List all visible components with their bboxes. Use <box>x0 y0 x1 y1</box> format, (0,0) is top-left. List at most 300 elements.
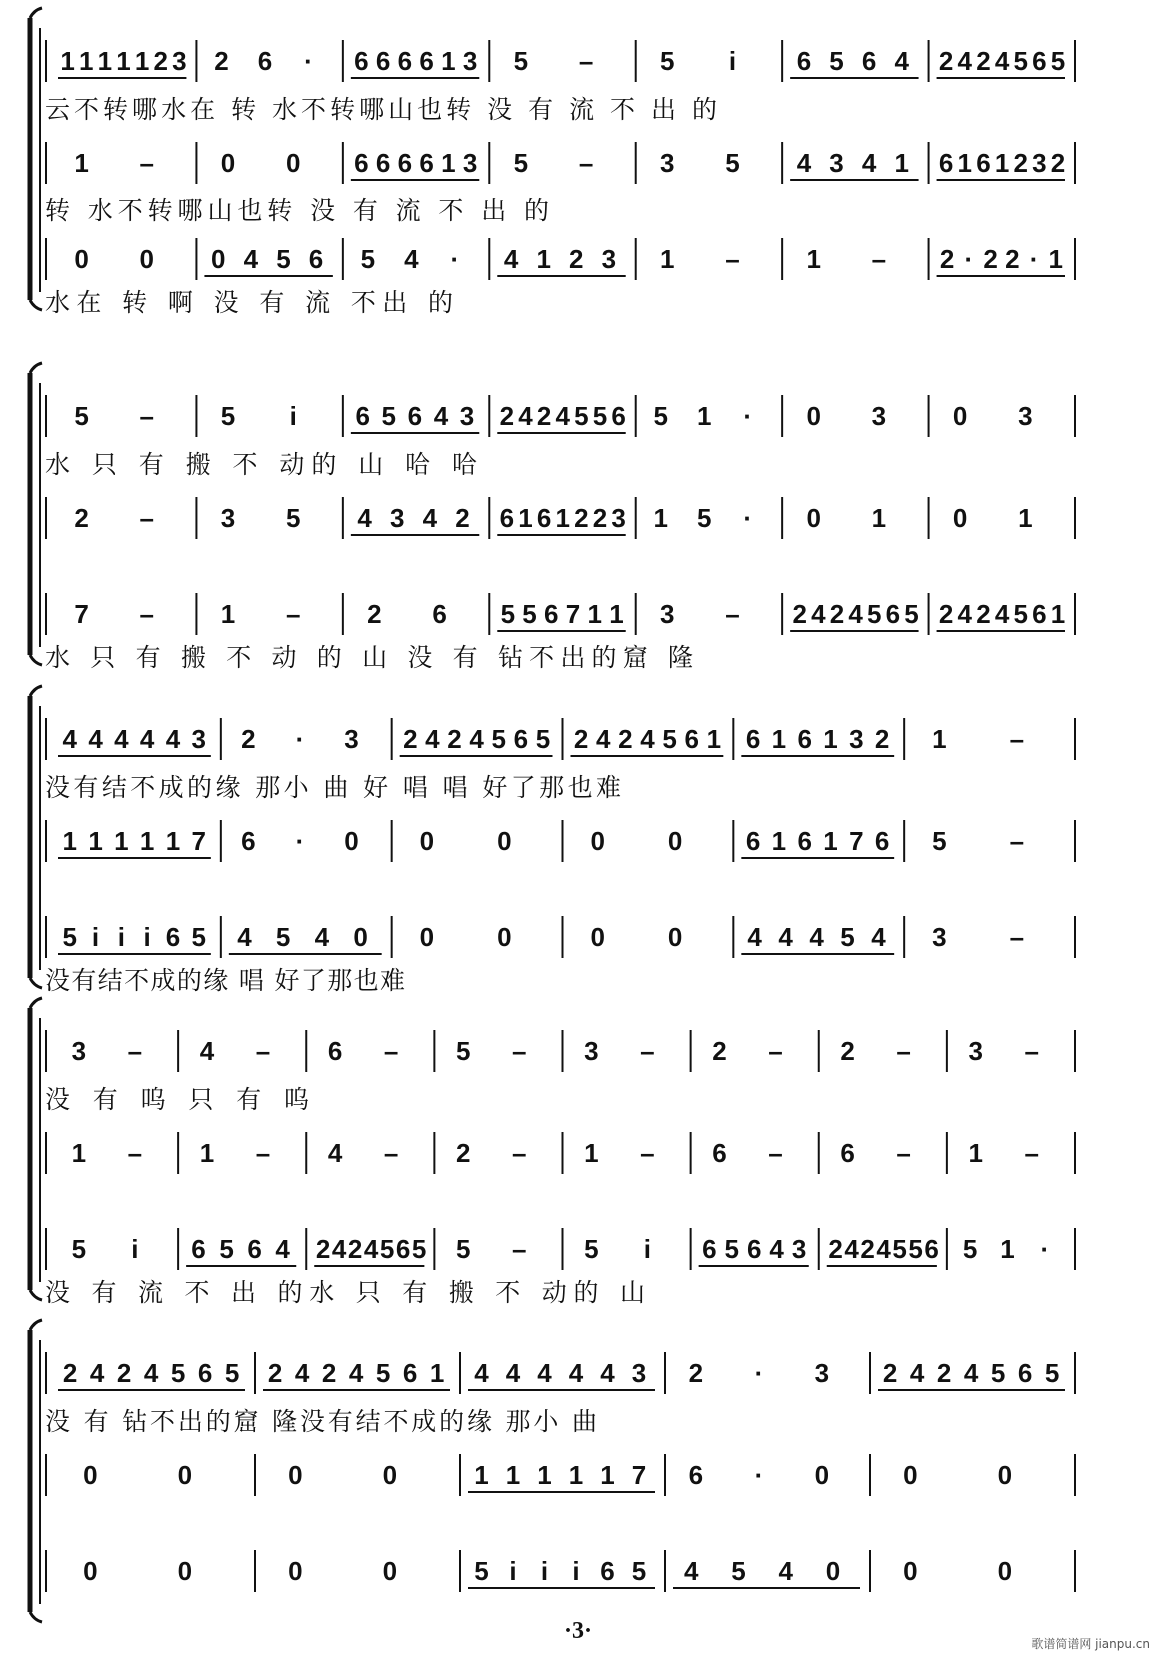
note: – <box>383 1138 399 1168</box>
note: 4 <box>237 922 252 952</box>
note: 4 <box>422 503 438 533</box>
note: 1 <box>871 503 887 533</box>
note: 0 <box>903 1556 918 1586</box>
note: 6 <box>745 826 761 856</box>
note: 3 <box>829 148 844 178</box>
page-number: ·3· <box>563 1618 593 1644</box>
note: 5 <box>731 1556 746 1586</box>
note: 6 <box>861 46 877 76</box>
note: 0 <box>806 401 821 431</box>
note: 5 <box>908 1234 923 1264</box>
note: 1 <box>584 1138 599 1168</box>
note: – <box>768 1036 783 1066</box>
note: 1 <box>1048 244 1064 274</box>
note: 1 <box>609 599 624 629</box>
note: 3 <box>814 1358 830 1388</box>
note: 4 <box>994 46 1010 76</box>
note: 2 <box>1013 148 1028 178</box>
note: 2 <box>153 46 168 76</box>
lyric-line: 没有结不成的缘 唱 好了那也难 <box>45 966 405 995</box>
note: 5 <box>990 1358 1006 1388</box>
note: 0 <box>382 1460 398 1490</box>
note: – <box>127 1138 143 1168</box>
note: 2 <box>860 1234 875 1264</box>
note: 6 <box>688 1460 704 1490</box>
note: 2 <box>976 599 991 629</box>
note: 1 <box>587 599 602 629</box>
note: 2 <box>938 46 954 76</box>
note: 5 <box>276 244 291 274</box>
note: – <box>1024 1036 1039 1066</box>
note: – <box>255 1036 271 1066</box>
note: 1 <box>1018 503 1033 533</box>
note: 4 <box>199 1036 215 1066</box>
note: 0 <box>177 1556 193 1586</box>
note: 5 <box>962 1234 978 1264</box>
note: – <box>578 46 594 76</box>
note: 1 <box>568 1460 584 1490</box>
note: 4 <box>243 244 259 274</box>
note: 4 <box>909 1358 925 1388</box>
note: 1 <box>474 1460 489 1490</box>
note: 0 <box>139 244 155 274</box>
note: 3 <box>172 46 187 76</box>
note: · <box>743 401 753 431</box>
note: 7 <box>565 599 581 629</box>
note: 0 <box>952 503 968 533</box>
note: · <box>964 244 974 274</box>
note: 4 <box>811 599 826 629</box>
note: 0 <box>590 826 605 856</box>
note: 4 <box>555 401 571 431</box>
note: 4 <box>518 401 533 431</box>
note: 5 <box>829 46 844 76</box>
note: 2 <box>403 724 418 754</box>
note: – <box>139 599 155 629</box>
score-system <box>30 998 1075 1307</box>
score-system <box>30 1320 1075 1622</box>
note: 1 <box>968 1138 983 1168</box>
note: – <box>285 599 301 629</box>
note: 0 <box>590 922 605 952</box>
note: 5 <box>1013 599 1028 629</box>
note: 6 <box>395 1234 411 1264</box>
note: – <box>139 401 155 431</box>
note: 0 <box>997 1556 1013 1586</box>
note: 3 <box>71 1036 87 1066</box>
note: 5 <box>219 1234 234 1264</box>
note: 2 <box>447 724 462 754</box>
note: 1 <box>706 724 722 754</box>
note: i <box>117 922 125 952</box>
note: 3 <box>459 401 475 431</box>
note: 3 <box>601 244 617 274</box>
note: – <box>139 503 155 533</box>
note: 1 <box>199 1138 215 1168</box>
note: 1 <box>220 599 236 629</box>
note: 1 <box>771 724 787 754</box>
note: – <box>578 148 594 178</box>
note: – <box>1024 1138 1039 1168</box>
note: 2 <box>62 1358 78 1388</box>
note: 1 <box>696 401 712 431</box>
note: 2 <box>882 1358 898 1388</box>
note: 1 <box>116 46 131 76</box>
note: 2 <box>792 599 807 629</box>
score-system <box>30 363 1075 672</box>
note: 5 <box>74 401 89 431</box>
note: – <box>640 1138 655 1168</box>
note: 4 <box>568 1358 584 1388</box>
note: 6 <box>1017 1358 1033 1388</box>
note: 2 <box>938 599 954 629</box>
note: 5 <box>932 826 947 856</box>
note: 1 <box>932 724 947 754</box>
note: 6 <box>247 1234 262 1264</box>
note: 4 <box>747 922 762 952</box>
note: 2 <box>976 46 991 76</box>
note: 6 <box>600 1556 615 1586</box>
note: 6 <box>746 1234 762 1264</box>
note: 1 <box>441 148 456 178</box>
note: 5 <box>522 599 537 629</box>
note: 2 <box>315 1234 331 1264</box>
note: 2 <box>214 46 229 76</box>
note: 5 <box>285 503 301 533</box>
note: 3 <box>631 1358 647 1388</box>
note: 5 <box>724 1234 740 1264</box>
note: 3 <box>390 503 405 533</box>
lyric-line: 没有结不成的缘 那小 曲 好 唱 唱 好了那也难 <box>45 773 621 802</box>
note: 5 <box>375 1358 391 1388</box>
note: 2 <box>455 1138 471 1168</box>
note: 4 <box>957 599 973 629</box>
note: 5 <box>1044 1358 1060 1388</box>
lyric-line: 云不转哪水在 转 水不转哪山也转 没 有 流 不 出 的 <box>45 95 717 124</box>
note: 4 <box>894 46 909 76</box>
note: 3 <box>584 1036 599 1066</box>
note: 6 <box>419 46 434 76</box>
note: 0 <box>419 922 435 952</box>
note: 0 <box>997 1460 1013 1490</box>
note: 7 <box>849 826 864 856</box>
note: 0 <box>220 148 236 178</box>
note: 0 <box>285 148 301 178</box>
note: – <box>640 1036 655 1066</box>
note: 4 <box>683 1556 699 1586</box>
note: 5 <box>840 922 855 952</box>
note: 4 <box>327 1138 343 1168</box>
note: · <box>450 244 460 274</box>
note: 4 <box>357 503 372 533</box>
note: 6 <box>191 1234 206 1264</box>
note: 1 <box>134 46 150 76</box>
note: 6 <box>924 1234 939 1264</box>
note: 3 <box>1032 148 1047 178</box>
note: 5 <box>592 401 608 431</box>
note: 6 <box>354 148 369 178</box>
note: 3 <box>611 503 626 533</box>
note: – <box>768 1138 783 1168</box>
note: 1 <box>97 46 113 76</box>
note: 4 <box>796 148 812 178</box>
note: 0 <box>419 826 435 856</box>
note: 0 <box>497 826 512 856</box>
note: 5 <box>725 148 740 178</box>
note: 1 <box>78 46 94 76</box>
note: 6 <box>684 724 699 754</box>
note: 5 <box>867 599 882 629</box>
note: – <box>1009 826 1025 856</box>
note: 4 <box>474 1358 489 1388</box>
note: 5 <box>574 401 589 431</box>
note: 0 <box>210 244 226 274</box>
note: 4 <box>596 724 611 754</box>
note: 0 <box>83 1556 98 1586</box>
note: 4 <box>88 724 103 754</box>
note: 0 <box>74 244 89 274</box>
note: – <box>1009 724 1025 754</box>
note: 1 <box>806 244 821 274</box>
note: 5 <box>170 1358 186 1388</box>
note: 2 <box>829 599 845 629</box>
note: 1 <box>139 826 155 856</box>
note: 6 <box>327 1036 343 1066</box>
note: 4 <box>503 244 519 274</box>
note: 2 <box>116 1358 132 1388</box>
note: 1 <box>894 148 909 178</box>
note: 1 <box>165 826 181 856</box>
note: – <box>871 244 887 274</box>
note: 6 <box>544 599 559 629</box>
note: 6 <box>1032 599 1047 629</box>
note: 1 <box>74 148 89 178</box>
note: · <box>1040 1234 1050 1264</box>
note: – <box>127 1036 143 1066</box>
note: 1 <box>71 1138 87 1168</box>
note: 6 <box>165 922 181 952</box>
note: 5 <box>535 724 551 754</box>
note: – <box>139 148 155 178</box>
note: 4 <box>640 724 655 754</box>
note: – <box>725 599 740 629</box>
note: 5 <box>411 1234 427 1264</box>
note: i <box>572 1556 580 1586</box>
note: 1 <box>505 1460 521 1490</box>
note: 3 <box>791 1234 807 1264</box>
note: 1 <box>88 826 103 856</box>
note: 4 <box>139 724 155 754</box>
note: 6 <box>611 401 626 431</box>
note: 5 <box>360 244 376 274</box>
note: 4 <box>331 1234 347 1264</box>
note: 2 <box>1005 244 1020 274</box>
note: 2 <box>241 724 256 754</box>
note: 2 <box>828 1234 843 1264</box>
note: 5 <box>379 1234 395 1264</box>
note: 5 <box>653 401 668 431</box>
note: 6 <box>432 599 447 629</box>
note: 1 <box>429 1358 445 1388</box>
note: 0 <box>806 503 821 533</box>
note: 4 <box>957 46 973 76</box>
note: 1 <box>518 503 533 533</box>
note: 6 <box>1032 46 1047 76</box>
note: 2 <box>499 401 515 431</box>
note: 5 <box>662 724 677 754</box>
note: 6 <box>874 826 890 856</box>
note: 7 <box>191 826 207 856</box>
note: 5 <box>513 46 529 76</box>
note: – <box>725 244 740 274</box>
note: 1 <box>1000 1234 1015 1264</box>
note: 4 <box>778 1556 793 1586</box>
note: 6 <box>375 148 391 178</box>
note: 3 <box>932 922 947 952</box>
note: 4 <box>363 1234 379 1264</box>
note: 4 <box>425 724 440 754</box>
note: 6 <box>308 244 324 274</box>
note: – <box>255 1138 271 1168</box>
note: 2 <box>1050 148 1066 178</box>
note: i <box>143 922 151 952</box>
lyric-line: 没 有 钻不出的窟 隆没有结不成的缘 那小 曲 <box>45 1407 597 1436</box>
note: 4 <box>505 1358 521 1388</box>
note: 2 <box>74 503 89 533</box>
note: 0 <box>353 922 368 952</box>
note: 6 <box>419 148 434 178</box>
note: 1 <box>660 244 675 274</box>
note: 5 <box>631 1556 647 1586</box>
note: 4 <box>62 724 77 754</box>
note: 4 <box>433 401 449 431</box>
note: 2 <box>574 503 589 533</box>
note: 5 <box>381 401 397 431</box>
note: 4 <box>165 724 181 754</box>
note: 0 <box>903 1460 918 1490</box>
note: 4 <box>89 1358 105 1388</box>
note: 5 <box>500 599 516 629</box>
note: 6 <box>702 1234 717 1264</box>
note: 4 <box>994 599 1010 629</box>
note: 7 <box>74 599 89 629</box>
note: 0 <box>288 1556 303 1586</box>
note: 4 <box>769 1234 784 1264</box>
note: 1 <box>555 503 571 533</box>
note: 6 <box>938 148 954 178</box>
note: 5 <box>62 922 77 952</box>
note: 3 <box>220 503 236 533</box>
note: 4 <box>809 922 824 952</box>
note: 1 <box>771 826 787 856</box>
lyric-line: 水 只 有 搬 不 动 的 山 没 有 钻不出的窟 隆 <box>45 643 693 672</box>
note: 2 <box>688 1358 704 1388</box>
note: 4 <box>314 922 330 952</box>
note: 5 <box>584 1234 599 1264</box>
note: 4 <box>275 1234 290 1264</box>
note: 6 <box>407 401 423 431</box>
note: 2 <box>455 503 470 533</box>
note: i <box>289 401 297 431</box>
note: 0 <box>814 1460 830 1490</box>
note: 2 <box>983 244 998 274</box>
note: 3 <box>871 401 887 431</box>
note: 6 <box>197 1358 213 1388</box>
note: 4 <box>876 1234 891 1264</box>
note: 6 <box>354 46 369 76</box>
note: 0 <box>288 1460 303 1490</box>
note: · <box>295 724 305 754</box>
note: – <box>1009 922 1025 952</box>
note: 0 <box>825 1556 841 1586</box>
note: 1 <box>62 826 77 856</box>
note: 3 <box>191 724 207 754</box>
note: 2 <box>712 1036 727 1066</box>
note: 4 <box>348 1358 364 1388</box>
note: 5 <box>892 1234 907 1264</box>
note: 3 <box>462 46 478 76</box>
note: · <box>1029 244 1039 274</box>
note: 0 <box>83 1460 98 1490</box>
note: 6 <box>745 724 761 754</box>
note: 5 <box>275 922 291 952</box>
note: 0 <box>177 1460 193 1490</box>
note: · <box>304 46 313 76</box>
note: · <box>743 503 753 533</box>
note: 6 <box>397 148 413 178</box>
note: 3 <box>849 724 864 754</box>
note: i <box>91 922 100 952</box>
note: 1 <box>957 148 973 178</box>
note: 2 <box>347 1234 363 1264</box>
note: 3 <box>660 599 675 629</box>
note: 6 <box>397 46 413 76</box>
note: 7 <box>631 1460 647 1490</box>
note: 1 <box>823 826 838 856</box>
note: 5 <box>660 46 675 76</box>
note: – <box>512 1138 527 1168</box>
score-system <box>30 686 1075 995</box>
note: 0 <box>952 401 968 431</box>
note: 4 <box>600 1358 615 1388</box>
note: i <box>643 1234 651 1264</box>
note: 1 <box>600 1460 615 1490</box>
note: – <box>512 1234 527 1264</box>
note: 6 <box>797 724 812 754</box>
note: 2 <box>569 244 584 274</box>
note: 5 <box>513 148 529 178</box>
note: 2 <box>536 401 552 431</box>
note: 1 <box>653 503 668 533</box>
note: 5 <box>71 1234 87 1264</box>
note: i <box>728 46 737 76</box>
note: 2 <box>939 244 955 274</box>
note: 2 <box>321 1358 337 1388</box>
note: 5 <box>1013 46 1028 76</box>
note: 4 <box>871 922 886 952</box>
note: 0 <box>667 826 683 856</box>
note: 4 <box>537 1358 552 1388</box>
note: 3 <box>968 1036 983 1066</box>
note: – <box>896 1036 911 1066</box>
note: 5 <box>696 503 712 533</box>
note: 6 <box>976 148 991 178</box>
note: 1 <box>1050 599 1066 629</box>
note: · <box>295 826 305 856</box>
note: i <box>131 1234 139 1264</box>
note: 0 <box>344 826 359 856</box>
note: 6 <box>499 503 515 533</box>
